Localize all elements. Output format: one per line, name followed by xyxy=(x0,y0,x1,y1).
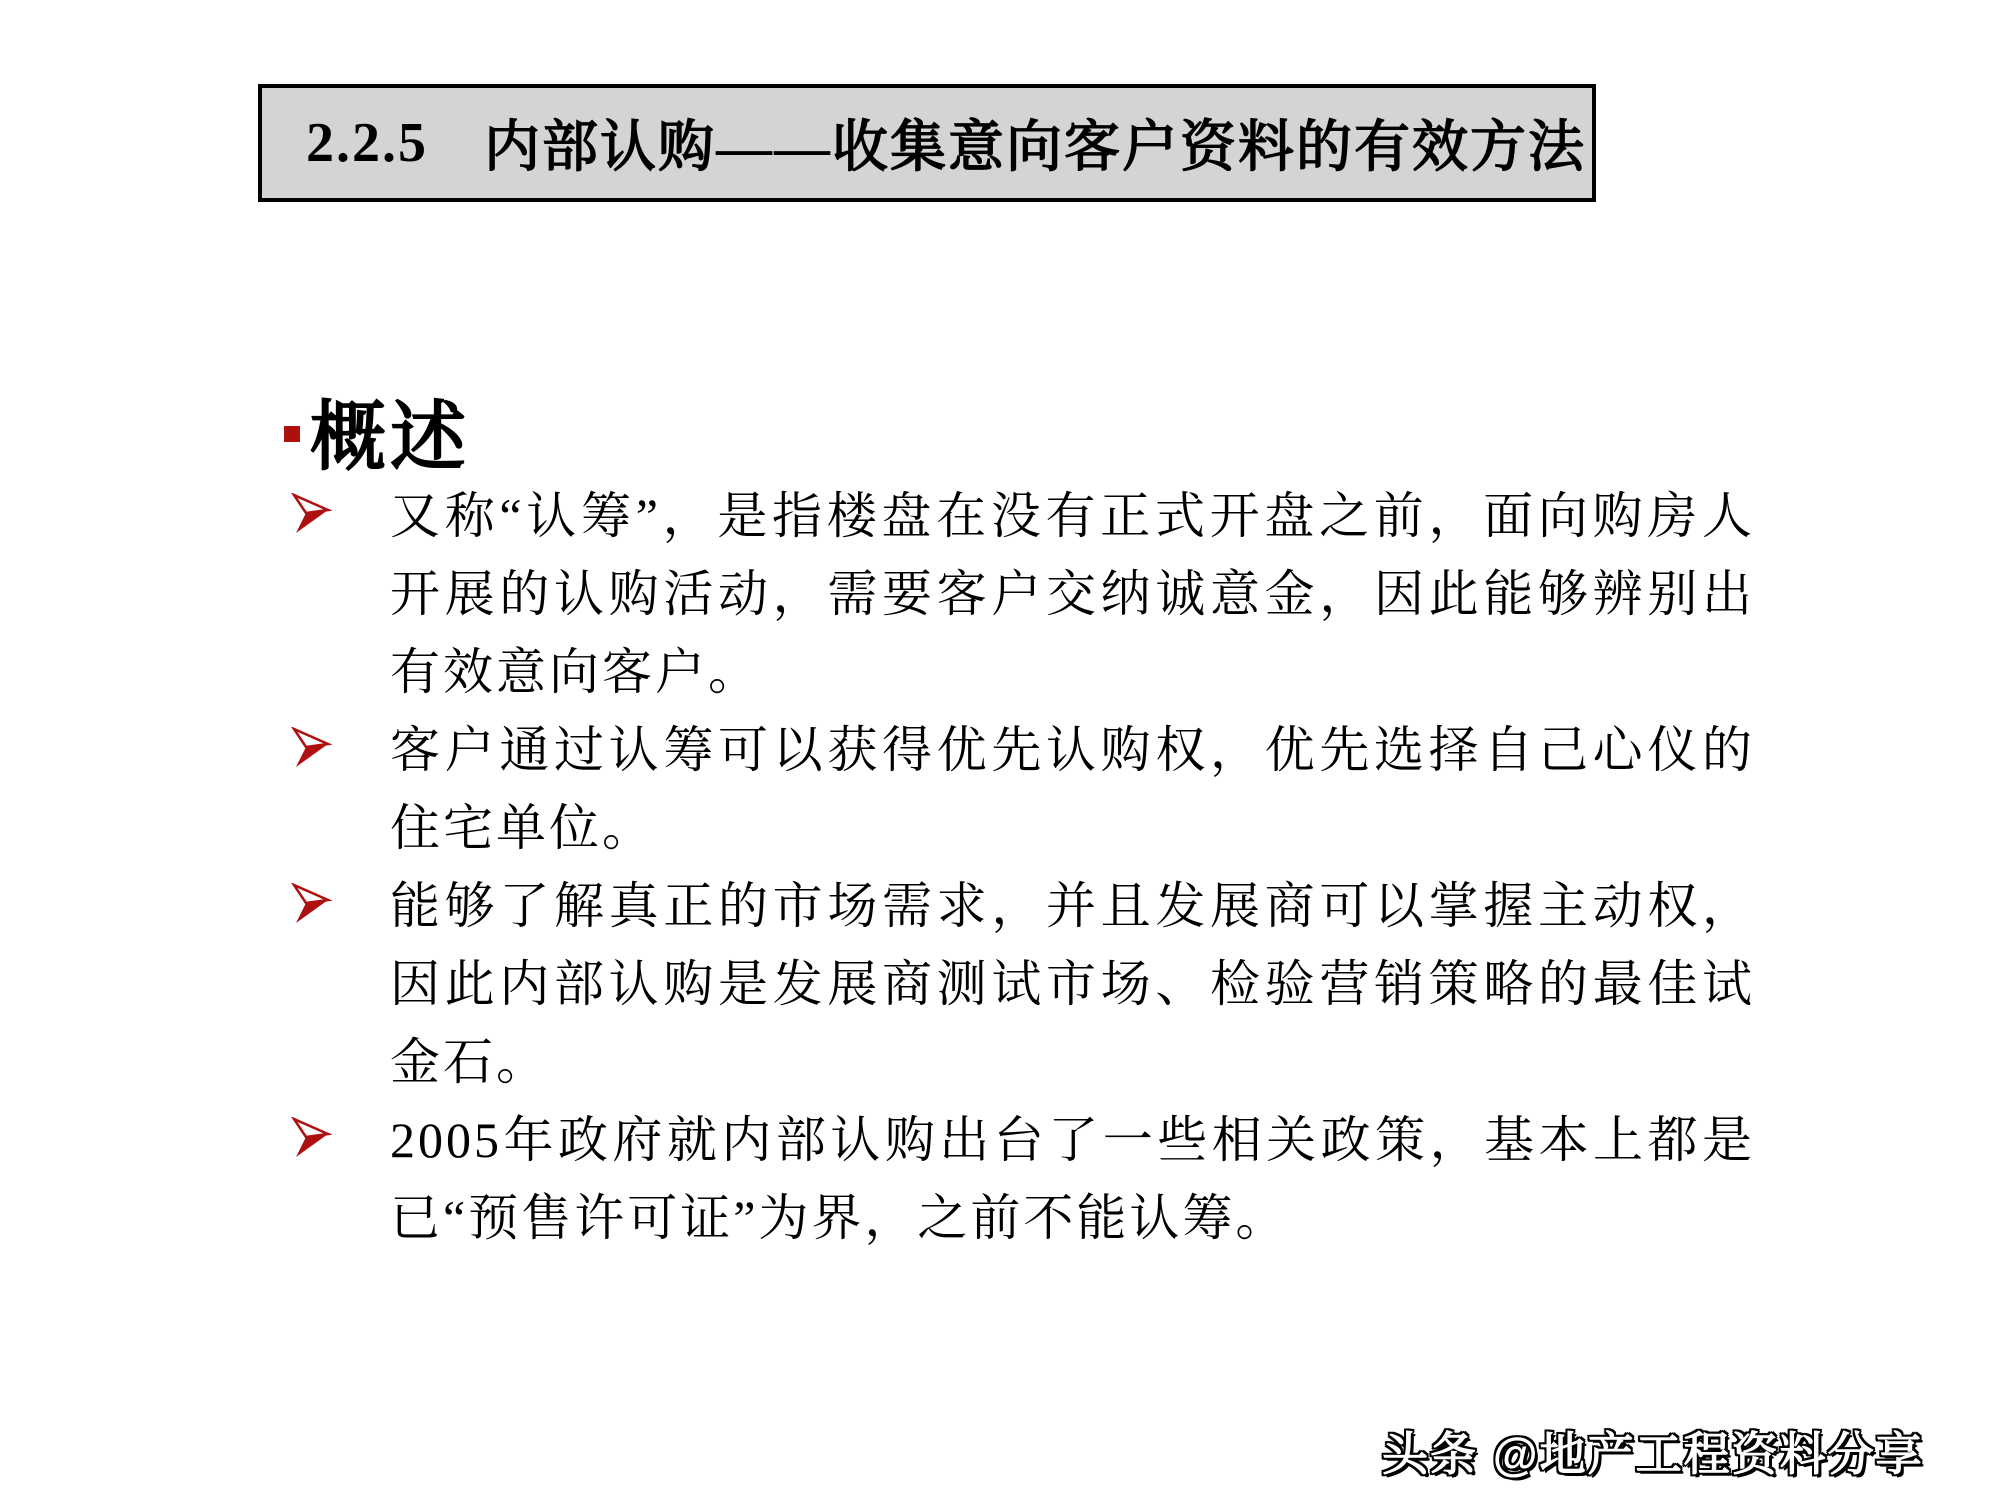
section-heading xyxy=(284,376,470,485)
bullet-text: 客户通过认筹可以获得优先认购权，优先选择自己心仪的住宅单位。 xyxy=(390,722,1755,856)
bullet-text: 又称“认筹”，是指楼盘在没有正式开盘之前，面向购房人开展的认购活动，需要客户交纳诚意金，因此能够辨别出有效意向客户。 xyxy=(390,488,1755,700)
slide-title-box xyxy=(258,84,1596,202)
bullet-text: 能够了解真正的市场需求，并且发展商可以掌握主动权，因此内部认购是发展商测试市场、检验营销策略的最佳试金石。 xyxy=(390,878,1755,1090)
bullet-list xyxy=(286,477,1761,1257)
bullet-item xyxy=(286,1101,1761,1257)
slide-title-number: 2.2.5 xyxy=(306,112,428,174)
arrow-bullet-icon xyxy=(286,711,390,774)
section-heading-label: 概述 xyxy=(310,396,470,480)
arrow-bullet-icon xyxy=(286,867,390,930)
slide-title-text: 内部认购——收集意向客户资料的有效方法 xyxy=(484,117,1586,179)
bullet-item xyxy=(286,867,1761,1101)
heading-bullet-icon xyxy=(284,426,300,442)
watermark: 头条 @地产工程资料分享 xyxy=(1382,1428,1924,1480)
bullet-item xyxy=(286,477,1761,711)
arrow-bullet-icon xyxy=(286,477,390,540)
bullet-item xyxy=(286,711,1761,867)
arrow-bullet-icon xyxy=(286,1101,390,1164)
bullet-text: 2005年政府就内部认购出台了一些相关政策，基本上都是已“预售许可证”为界，之前不能认筹。 xyxy=(390,1112,1755,1246)
